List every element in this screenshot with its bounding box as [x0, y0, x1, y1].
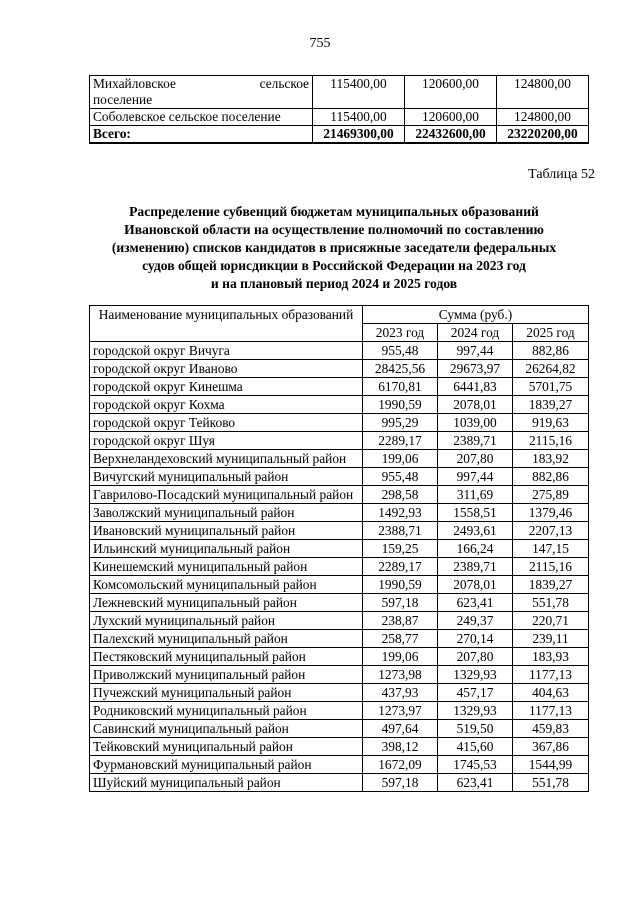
- table-row: [90, 468, 589, 486]
- municipality-name-cell: Кинешемский муниципальный район: [90, 558, 363, 576]
- value-2025-cell: 1177,13: [513, 702, 589, 720]
- value-2023-cell: 1492,93: [363, 504, 438, 522]
- value-2024-cell: 311,69: [438, 486, 513, 504]
- value-2024-cell: 120600,00: [405, 109, 497, 126]
- header-year-2024: 2024 год: [438, 324, 513, 342]
- municipality-name-cell: Верхнеландеховский муниципальный район: [90, 450, 363, 468]
- municipality-name-cell: Комсомольский муниципальный район: [90, 576, 363, 594]
- title-line: Распределение субвенций бюджетам муниципальных образований: [129, 204, 539, 219]
- municipality-name-cell: городской округ Тейково: [90, 414, 363, 432]
- municipality-name-cell: Лежневский муниципальный район: [90, 594, 363, 612]
- table-row: [90, 666, 589, 684]
- value-2025-cell: 2115,16: [513, 432, 589, 450]
- table-row: [90, 576, 589, 594]
- value-2024-cell: 249,37: [438, 612, 513, 630]
- value-2023-cell: 159,25: [363, 540, 438, 558]
- value-2023-cell: 6170,81: [363, 378, 438, 396]
- value-2024-cell: 2389,71: [438, 432, 513, 450]
- value-2023-cell: 28425,56: [363, 360, 438, 378]
- value-2025-cell: 1839,27: [513, 576, 589, 594]
- value-2023-cell: 995,29: [363, 414, 438, 432]
- municipality-name-cell: Фурмановский муниципальный район: [90, 756, 363, 774]
- municipality-name-cell: Гаврилово-Посадский муниципальный район: [90, 486, 363, 504]
- value-2025-cell: 124800,00: [497, 109, 589, 126]
- value-2024-cell: 2493,61: [438, 522, 513, 540]
- total-row: [90, 126, 589, 144]
- value-2025-cell: 183,93: [513, 648, 589, 666]
- municipality-name-cell: городской округ Шуя: [90, 432, 363, 450]
- table-row: [90, 738, 589, 756]
- municipality-name-cell: городской округ Иваново: [90, 360, 363, 378]
- value-2025-cell: 882,86: [513, 468, 589, 486]
- value-2024-cell: 1745,53: [438, 756, 513, 774]
- value-2024-cell: 29673,97: [438, 360, 513, 378]
- table-row: [90, 450, 589, 468]
- value-2025-cell: 1544,99: [513, 756, 589, 774]
- table-row: [90, 756, 589, 774]
- value-2023-cell: 2289,17: [363, 432, 438, 450]
- municipality-name-cell: Заволжский муниципальный район: [90, 504, 363, 522]
- value-2025-cell: 183,92: [513, 450, 589, 468]
- table-row: [90, 342, 589, 360]
- value-2025-cell: 220,71: [513, 612, 589, 630]
- municipality-name-cell: Соболевское сельское поселение: [90, 109, 313, 126]
- value-2024-cell: 270,14: [438, 630, 513, 648]
- value-2023-cell: 398,12: [363, 738, 438, 756]
- table-row: [90, 540, 589, 558]
- table-row: [90, 774, 589, 792]
- value-2023-cell: 258,77: [363, 630, 438, 648]
- value-2023-cell: 1273,98: [363, 666, 438, 684]
- value-2024-cell: 6441,83: [438, 378, 513, 396]
- value-2024-cell: 120600,00: [405, 76, 497, 109]
- value-2023-cell: 115400,00: [313, 109, 405, 126]
- value-2023-cell: 597,18: [363, 774, 438, 792]
- value-2025-cell: 1177,13: [513, 666, 589, 684]
- value-2025-cell: 882,86: [513, 342, 589, 360]
- municipality-name-cell: городской округ Вичуга: [90, 342, 363, 360]
- municipality-name-cell: Пучежский муниципальный район: [90, 684, 363, 702]
- table-row: [90, 684, 589, 702]
- value-2024-cell: 166,24: [438, 540, 513, 558]
- value-2024-cell: 1039,00: [438, 414, 513, 432]
- value-2024-cell: 997,44: [438, 342, 513, 360]
- value-2025-cell: 404,63: [513, 684, 589, 702]
- header-year-2023: 2023 год: [363, 324, 438, 342]
- table-row: [90, 594, 589, 612]
- value-2024-cell: 2078,01: [438, 576, 513, 594]
- value-2024-cell: 207,80: [438, 648, 513, 666]
- value-2024-cell: 1329,93: [438, 702, 513, 720]
- value-2023-cell: 2388,71: [363, 522, 438, 540]
- value-2023-cell: 1990,59: [363, 396, 438, 414]
- title-line: судов общей юрисдикции в Российской Федерации на 2023 год: [142, 258, 526, 273]
- value-2023-cell: 2289,17: [363, 558, 438, 576]
- value-2025-cell: 551,78: [513, 594, 589, 612]
- table-label: Таблица 52: [528, 167, 595, 182]
- header-municipality: Наименование муниципальных образований: [90, 306, 363, 342]
- value-2025-cell: 239,11: [513, 630, 589, 648]
- municipality-name-line1: Михайловское сельское: [93, 76, 309, 91]
- header-sum: Сумма (руб.): [363, 306, 589, 324]
- municipality-name-cell: Лухский муниципальный район: [90, 612, 363, 630]
- table-row: [90, 414, 589, 432]
- title-line: и на плановый период 2024 и 2025 годов: [210, 276, 458, 291]
- value-2024-cell: 623,41: [438, 774, 513, 792]
- value-2023-cell: 238,87: [363, 612, 438, 630]
- table-row: [90, 504, 589, 522]
- page-number: 755: [309, 36, 331, 51]
- table-title: [60, 203, 608, 293]
- value-2023-cell: 1273,97: [363, 702, 438, 720]
- value-2025-cell: 26264,82: [513, 360, 589, 378]
- value-2025-cell: 5701,75: [513, 378, 589, 396]
- value-2023-cell: 115400,00: [313, 76, 405, 109]
- municipality-name-line2: поселение: [93, 92, 153, 107]
- value-2023-cell: 1672,09: [363, 756, 438, 774]
- municipality-name-cell: [90, 76, 313, 109]
- title-line: Ивановской области на осуществление полномочий по составлению: [124, 222, 544, 237]
- value-2024-cell: 1329,93: [438, 666, 513, 684]
- subvention-table: [89, 305, 589, 792]
- table-header-row: [90, 306, 589, 324]
- value-2023-cell: 437,93: [363, 684, 438, 702]
- table-row: [90, 558, 589, 576]
- value-2023-cell: 497,64: [363, 720, 438, 738]
- header-year-2025: 2025 год: [513, 324, 589, 342]
- value-2024-cell: 207,80: [438, 450, 513, 468]
- total-2023-cell: 21469300,00: [313, 126, 405, 144]
- value-2025-cell: 367,86: [513, 738, 589, 756]
- value-2023-cell: 955,48: [363, 342, 438, 360]
- value-2025-cell: 551,78: [513, 774, 589, 792]
- value-2024-cell: 415,60: [438, 738, 513, 756]
- municipality-name-cell: Ивановский муниципальный район: [90, 522, 363, 540]
- municipality-name-cell: Родниковский муниципальный район: [90, 702, 363, 720]
- table-row: [90, 486, 589, 504]
- value-2023-cell: 1990,59: [363, 576, 438, 594]
- table-row: [90, 702, 589, 720]
- value-2024-cell: 457,17: [438, 684, 513, 702]
- table-row: [90, 360, 589, 378]
- table-row: [90, 396, 589, 414]
- continued-table: [89, 75, 589, 144]
- municipality-name-cell: Шуйский муниципальный район: [90, 774, 363, 792]
- table-row: [90, 720, 589, 738]
- table-row: [90, 76, 589, 109]
- value-2024-cell: 997,44: [438, 468, 513, 486]
- value-2025-cell: 919,63: [513, 414, 589, 432]
- municipality-name-cell: Тейковский муниципальный район: [90, 738, 363, 756]
- municipality-name-cell: городской округ Кохма: [90, 396, 363, 414]
- value-2025-cell: 1379,46: [513, 504, 589, 522]
- value-2024-cell: 1558,51: [438, 504, 513, 522]
- value-2023-cell: 199,06: [363, 450, 438, 468]
- title-line: (изменению) списков кандидатов в присяжные заседатели федеральных: [111, 240, 557, 255]
- municipality-name-cell: Ильинский муниципальный район: [90, 540, 363, 558]
- municipality-name-cell: Палехский муниципальный район: [90, 630, 363, 648]
- table-row: [90, 612, 589, 630]
- table-row: [90, 432, 589, 450]
- value-2024-cell: 2078,01: [438, 396, 513, 414]
- value-2025-cell: 275,89: [513, 486, 589, 504]
- value-2024-cell: 519,50: [438, 720, 513, 738]
- value-2024-cell: 2389,71: [438, 558, 513, 576]
- value-2025-cell: 1839,27: [513, 396, 589, 414]
- value-2023-cell: 199,06: [363, 648, 438, 666]
- value-2023-cell: 955,48: [363, 468, 438, 486]
- municipality-name-cell: городской округ Кинешма: [90, 378, 363, 396]
- value-2023-cell: 597,18: [363, 594, 438, 612]
- table-row: [90, 109, 589, 126]
- total-2025-cell: 23220200,00: [497, 126, 589, 144]
- value-2025-cell: 124800,00: [497, 76, 589, 109]
- municipality-name-cell: Вичугский муниципальный район: [90, 468, 363, 486]
- value-2025-cell: 2115,16: [513, 558, 589, 576]
- municipality-name-cell: Пестяковский муниципальный район: [90, 648, 363, 666]
- table-row: [90, 648, 589, 666]
- table-row: [90, 522, 589, 540]
- value-2025-cell: 459,83: [513, 720, 589, 738]
- value-2025-cell: 2207,13: [513, 522, 589, 540]
- total-label: Всего:: [90, 126, 313, 144]
- municipality-name-cell: Приволжский муниципальный район: [90, 666, 363, 684]
- table-row: [90, 378, 589, 396]
- municipality-name-cell: Савинский муниципальный район: [90, 720, 363, 738]
- value-2025-cell: 147,15: [513, 540, 589, 558]
- total-2024-cell: 22432600,00: [405, 126, 497, 144]
- table-row: [90, 630, 589, 648]
- value-2023-cell: 298,58: [363, 486, 438, 504]
- value-2024-cell: 623,41: [438, 594, 513, 612]
